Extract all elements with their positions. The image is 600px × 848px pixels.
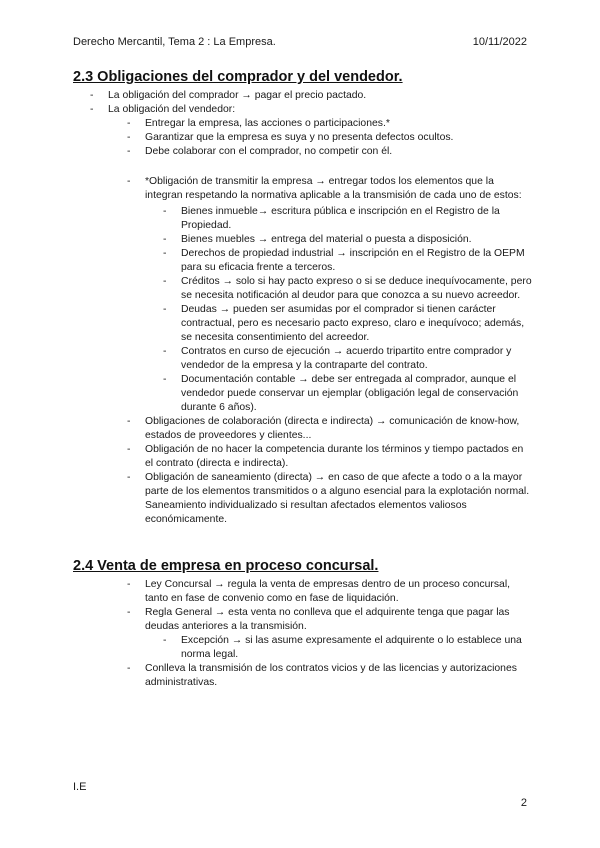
list-item: - Derechos de propiedad industrial → inscripción en el Registro de la OEPM para su eficacia frente a terceros. xyxy=(73,247,532,275)
footer-initials: I.E xyxy=(73,781,87,793)
list-item: - Conlleva la transmisión de los contratos vicios y de las licencias y autorizaciones administrativas. xyxy=(73,662,532,690)
transmitir-list xyxy=(73,175,532,527)
excepcion-list xyxy=(73,634,532,662)
list-item: - Entregar la empresa, las acciones o participaciones.* xyxy=(73,117,532,131)
list-item: - Contratos en curso de ejecución → acuerdo tripartito entre comprador y vendedor de la empresa y la contraparte del contrato. xyxy=(73,345,532,373)
list-item: - Obligación de saneamiento (directa) → en caso de que afecte a todo o a la mayor parte de los elementos transmitidos o a alguno esencial para la explotación normal. Saneamiento individualizado si resultan afectados elementos valiosos económicamente. xyxy=(73,471,532,527)
list-item: - Bienes inmueble→ escritura pública e inscripción en el Registro de la Propiedad. xyxy=(73,205,532,233)
list-item-comprador: - La obligación del comprador → pagar el precio pactado. xyxy=(73,89,532,103)
regla-general-text: Regla General → esta venta no conlleva que el adquirente tenga que pagar las deudas anteriores a la transmisión. xyxy=(145,607,510,632)
vendedor-list xyxy=(73,117,532,159)
list-item-vendedor-label: La obligación del vendedor: xyxy=(108,104,236,115)
page-header xyxy=(73,36,527,50)
page-content xyxy=(73,68,532,690)
spacer xyxy=(108,159,532,175)
page-number: 2 xyxy=(520,797,527,809)
list-item: - Deudas → pueden ser asumidas por el comprador si tienen carácter contractual, pero es necesario pacto expreso, claro e inequívoco; además, se necesita consentimiento del acreedor. xyxy=(73,303,532,345)
header-title: Derecho Mercantil, Tema 2 : La Empresa. xyxy=(73,36,276,48)
header-date: 10/11/2022 xyxy=(472,36,527,48)
concursal-list xyxy=(73,578,532,690)
list-item: - Obligaciones de colaboración (directa e indirecta) → comunicación de know-how, estados de proveedores y clientes... xyxy=(73,415,532,443)
elementos-list xyxy=(73,205,532,415)
concursal-wrapper xyxy=(73,578,532,690)
list-item-regla-general xyxy=(73,606,532,662)
list-item: - Excepción → si las asume expresamente el adquirente o lo establece una norma legal. xyxy=(73,634,532,662)
concursal-container xyxy=(73,578,532,690)
obligaciones-list xyxy=(73,89,532,527)
list-item: - Créditos → solo si hay pacto expreso o si se deduce inequívocamente, pero se necesita notificación al deudor para que conozca a su nuevo acreedor. xyxy=(73,275,532,303)
list-item: - Obligación de no hacer la competencia durante los términos y tiempo pactados en el contrato (directa e indirecta). xyxy=(73,443,532,471)
list-item: - Ley Concursal → regula la venta de empresas dentro de un proceso concursal, tanto en fase de convenio como en fase de liquidación. xyxy=(73,578,532,606)
spacer xyxy=(73,527,532,557)
section-obligaciones xyxy=(73,68,532,527)
section-title-obligaciones: 2.3 Obligaciones del comprador y del vendedor. xyxy=(73,69,403,85)
list-item-vendedor xyxy=(73,103,532,527)
list-item: - Debe colaborar con el comprador, no competir con él. xyxy=(73,145,532,159)
section-concursal xyxy=(73,557,532,690)
section-title-concursal: 2.4 Venta de empresa en proceso concursal. xyxy=(73,558,379,574)
transmitir-text: *Obligación de transmitir la empresa → entregar todos los elementos que la integran respetando la normativa aplicable a la transmisión de cada uno de estos: xyxy=(145,176,522,201)
list-item-transmitir xyxy=(73,175,532,415)
list-item: - Garantizar que la empresa es suya y no presenta defectos ocultos. xyxy=(73,131,532,145)
list-item: - Bienes muebles → entrega del material o puesta a disposición. xyxy=(73,233,532,247)
list-item: - Documentación contable → debe ser entregada al comprador, aunque el vendedor puede conservar un ejemplar (obligación legal de conservación durante 6 años). xyxy=(73,373,532,415)
